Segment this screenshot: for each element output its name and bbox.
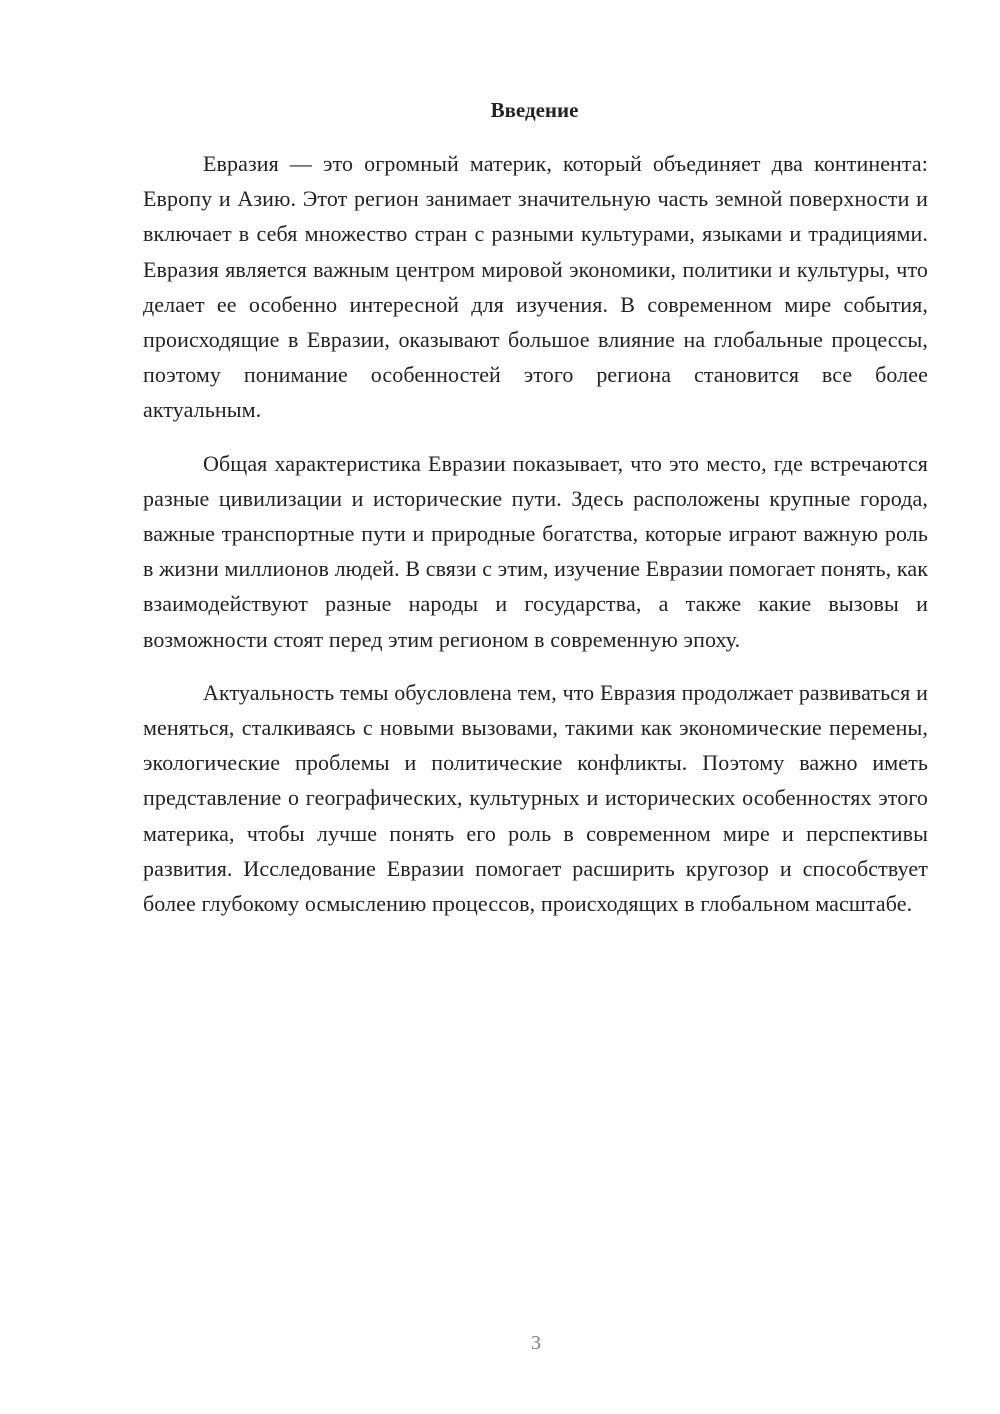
section-heading: Введение [490,98,579,122]
paragraph-2: Общая характеристика Евразии показывает, что это место, где встречаются разные цивилизации и исторические пути. Здесь расположены крупные города, важные транспортные пути и природные богатства, которые играют важную роль в жизни миллионов людей. В связи с этим, изучение Евразии помогает понять, как взаимодействуют разные народы и государства, а также какие вызовы и возможности стоят перед этим регионом в современную эпоху. [143,450,928,652]
paragraph-3: Актуальность темы обусловлена тем, что Евразия продолжает развиваться и меняться, сталкиваясь с новыми вызовами, такими как экономические перемены, экологические проблемы и политические конфликты. Поэтому важно иметь представление о географических, культурных и исторических особенностях этого материка, чтобы лучше понять его роль в современном мире и перспективы развития. Исследование Евразии помогает расширить кругозор и способствует более глубокому осмыслению процессов, происходящих в глобальном масштабе. [143,679,928,917]
page-content [143,92,928,939]
page-number: 3 [531,1332,541,1354]
paragraph-1: Евразия — это огромный материк, который объединяет два континента: Европу и Азию. Этот регион занимает значительную часть земной поверхности и включает в себя множество стран с разными культурами, языками и традициями. Евразия является важным центром мировой экономики, политики и культуры, что делает ее особенно интересной для изучения. В современном мире события, происходящие в Евразии, оказывают большое влияние на глобальные процессы, поэтому понимание особенностей этого региона становится все более актуальным. [143,151,928,423]
